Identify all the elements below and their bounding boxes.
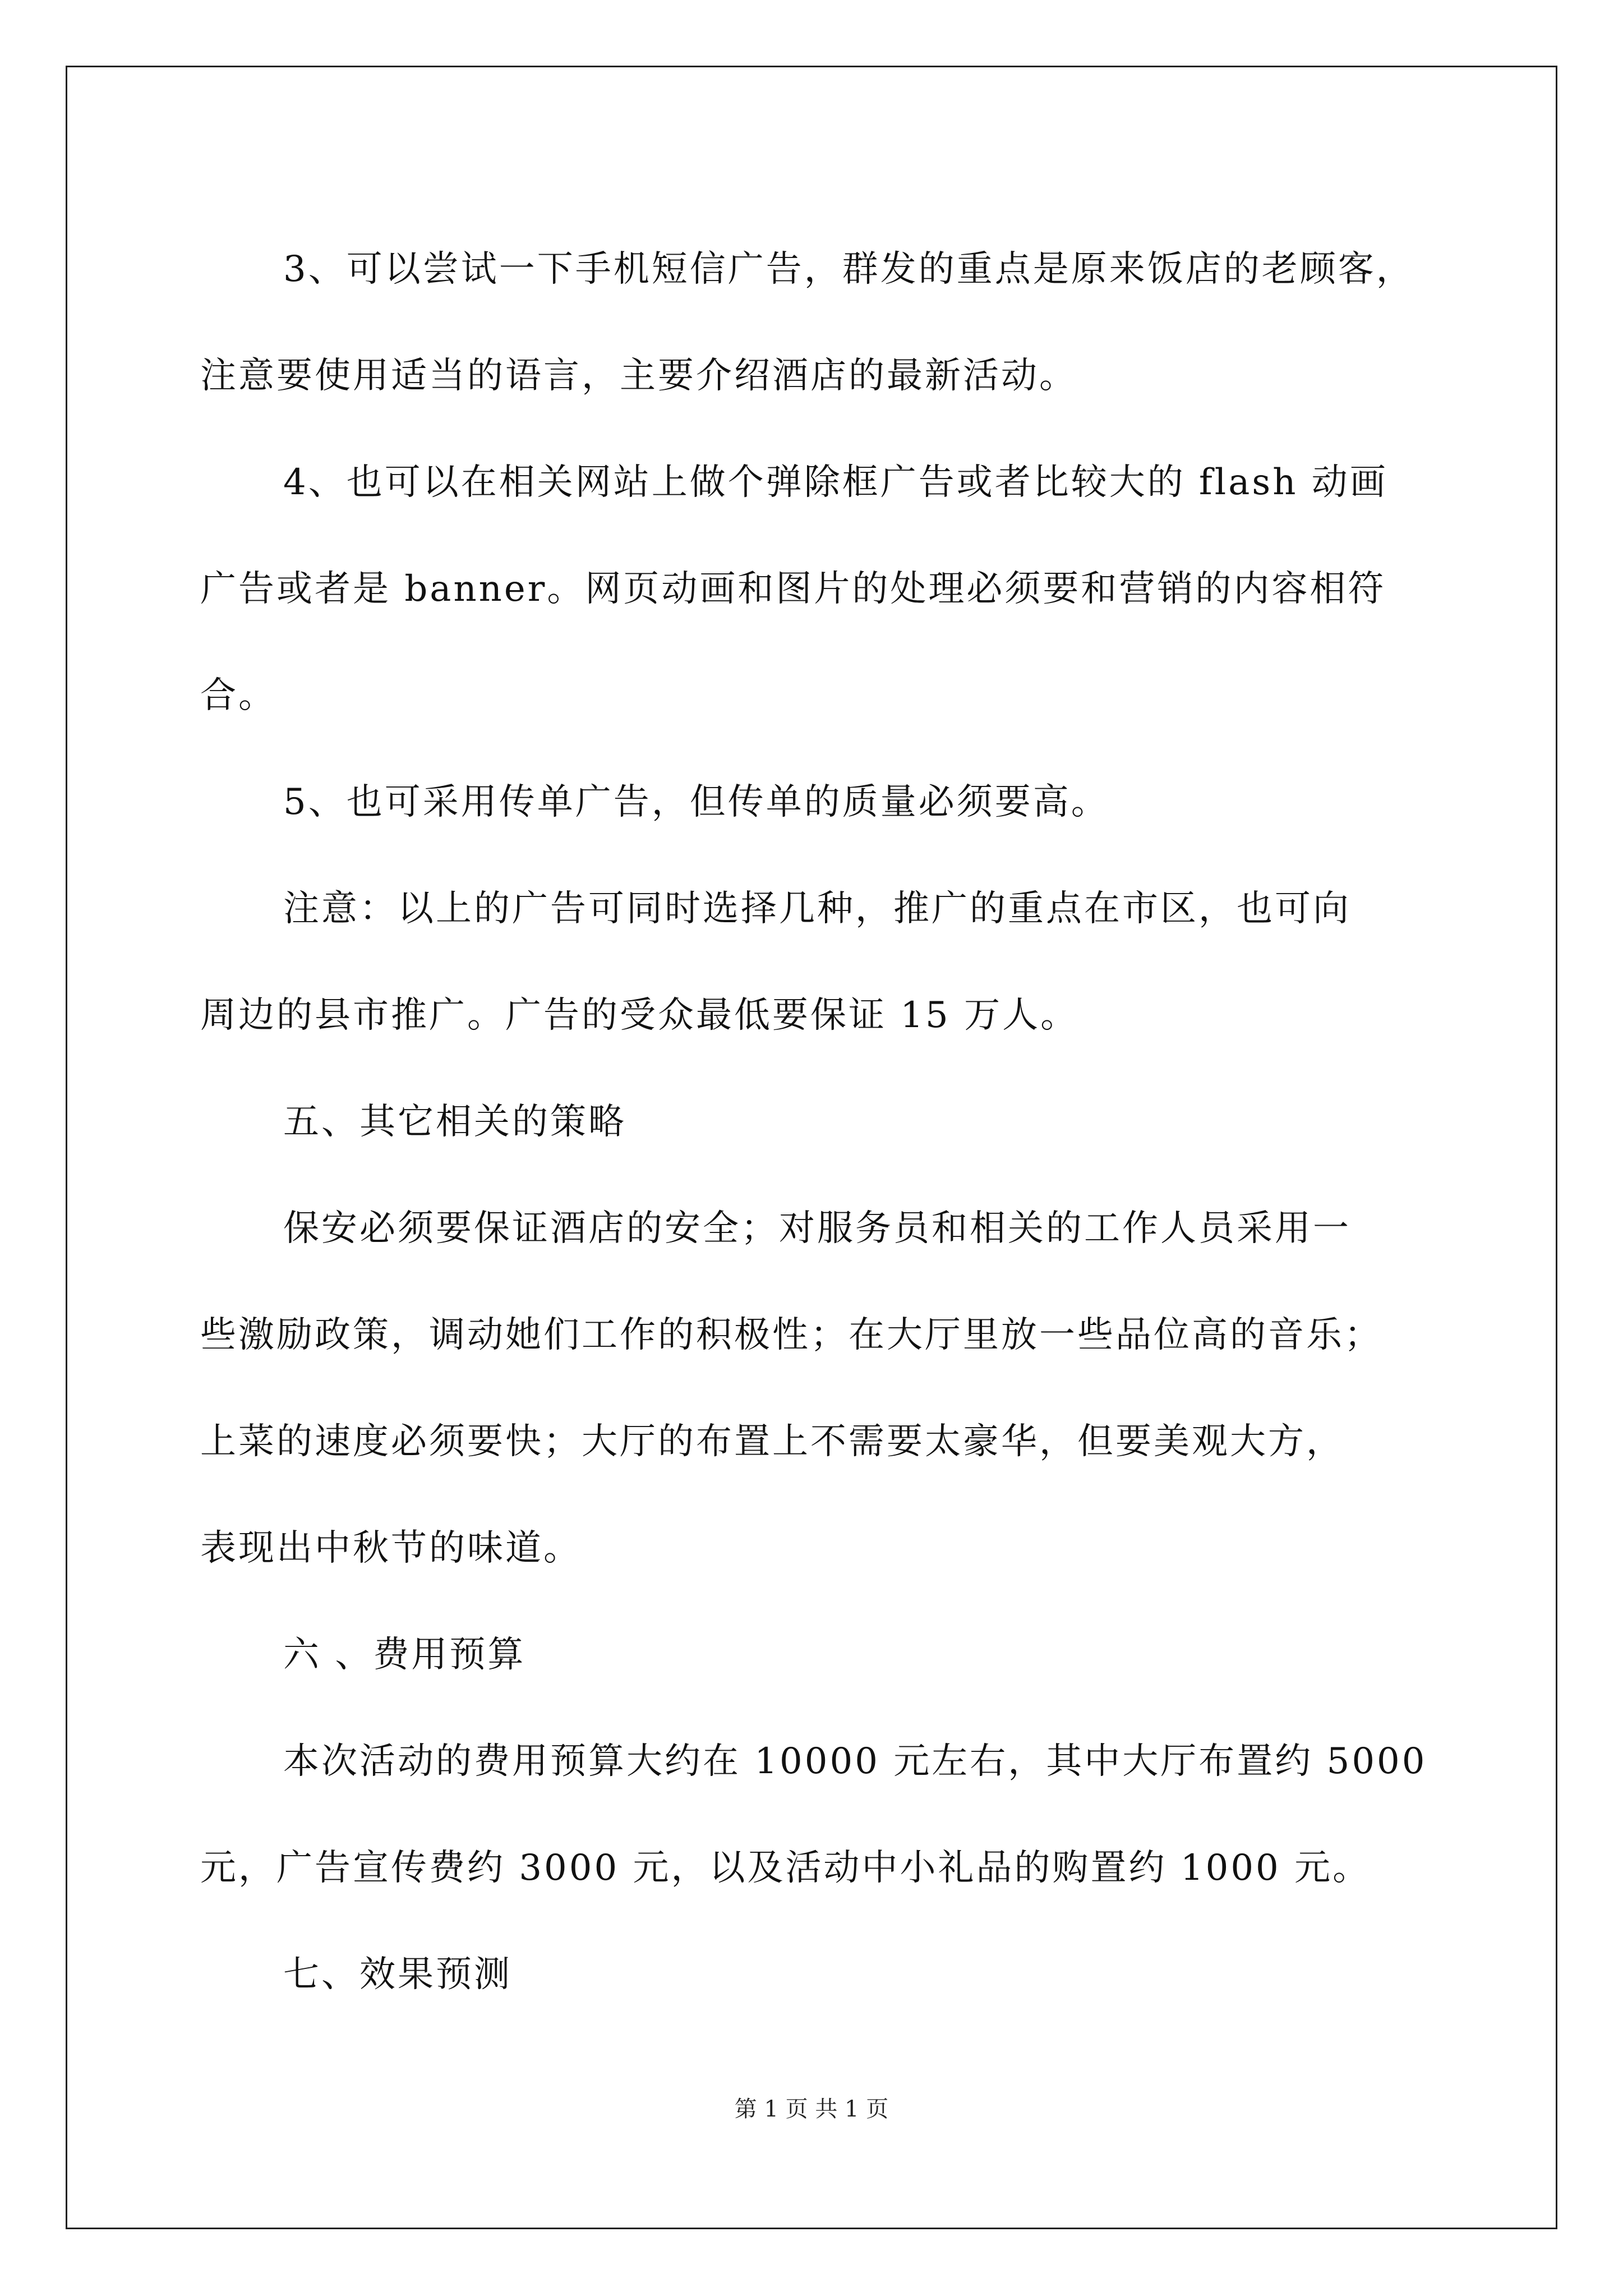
section-heading-text: 六 、费用预算 [283, 1634, 526, 1676]
paragraph-line: 广告或者是 banner。网页动画和图片的处理必须要和营销的内容相符 [200, 568, 1386, 610]
paragraph-line: 周边的县市推广。广告的受众最低要保证 15 万人。 [200, 995, 1079, 1036]
paragraph-line: 些激励政策，调动她们工作的积极性；在大厅里放一些品位高的音乐； [200, 1314, 1382, 1356]
paragraph [200, 429, 1456, 749]
paragraph-line: 表现出中秋节的味道。 [200, 1527, 582, 1569]
paragraph [200, 1708, 1456, 1921]
paragraph [200, 855, 1456, 1069]
page-footer: 第 1 页 共 1 页 [734, 2096, 889, 2122]
paragraph-line: 合。 [200, 675, 276, 716]
paragraph-line: 保安必须要保证酒店的安全；对服务员和相关的工作人员采用一 [283, 1208, 1351, 1249]
paragraph-line: 注意要使用适当的语言，主要介绍酒店的最新活动。 [200, 355, 1077, 397]
section-heading [200, 1069, 1456, 1175]
paragraph-line: 本次活动的费用预算大约在 10000 元左右，其中大厅布置约 5000 [283, 1741, 1427, 1782]
paragraph-line: 元，广告宣传费约 3000 元，以及活动中小礼品的购置约 1000 元。 [200, 1847, 1371, 1889]
paragraph-line: 4、也可以在相关网站上做个弹除框广告或者比较大的 flash 动画 [283, 462, 1388, 503]
paragraph [200, 216, 1456, 429]
section-heading-text: 五、其它相关的策略 [283, 1101, 626, 1143]
document-body [200, 216, 1456, 2028]
paragraph [200, 749, 1456, 855]
section-heading [200, 1602, 1456, 1708]
paragraph-line: 3、可以尝试一下手机短信广告，群发的重点是原来饭店的老顾客， [283, 249, 1414, 290]
paragraph-line: 注意：以上的广告可同时选择几种，推广的重点在市区，也可向 [283, 888, 1351, 930]
paragraph-line: 上菜的速度必须要快；大厅的布置上不需要太豪华，但要美观大方， [200, 1421, 1344, 1462]
paragraph-line: 5、也可采用传单广告，但传单的质量必须要高。 [283, 781, 1109, 823]
paragraph [200, 1175, 1456, 1602]
section-heading [200, 1921, 1456, 2028]
section-heading-text: 七、效果预测 [283, 1954, 512, 1995]
